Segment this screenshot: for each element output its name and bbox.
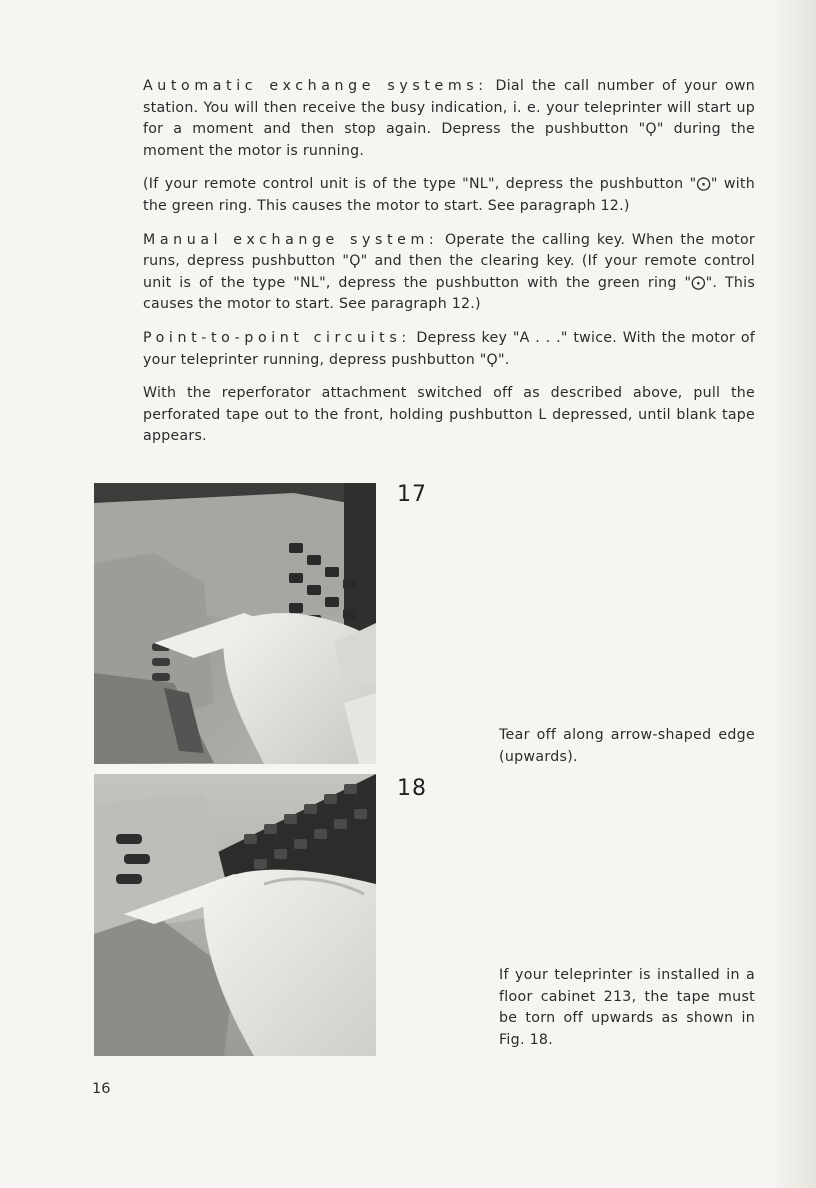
paragraph-remote-control-note: (If your remote control unit is of the type "NL", depress the pushbutton "⨀" with the green ring. This causes the motor to start. See paragraph 12.) xyxy=(143,176,755,214)
figure-18-caption: If your teleprinter is installed in a floor cabinet 213, the tape must be torn off upwards as shown in Fig. 18. xyxy=(499,967,755,1048)
page-edge-shadow xyxy=(770,0,816,1188)
paragraph-point-to-point xyxy=(143,328,755,371)
paragraph-automatic-exchange xyxy=(143,76,755,162)
paragraph-text: Operate the calling key. When the motor runs, depress pushbutton "Ϙ" and then the clearing key. (If your remote control unit is of the type "NL", depress the pushbutton with the green ring "⨀". This causes the motor to start. See paragraph 12.) xyxy=(143,231,755,313)
figure-18-photo xyxy=(94,774,376,1056)
body-text xyxy=(143,76,755,460)
term-automatic-exchange: Automatic exchange systems: xyxy=(143,78,488,94)
paragraph-text: Dial the call number of your own station. You will then receive the busy indication, i. e. your teleprinter will start up for a moment and then stop again. Depress the pushbutton "Ϙ" during the moment the motor is running. xyxy=(143,78,755,159)
figure-18-number: 18 xyxy=(397,776,427,801)
term-manual-exchange: Manual exchange system: xyxy=(143,231,439,248)
paragraph-reperforator: With the reperforator attachment switched off as described above, pull the perforated tape out to the front, holding pushbutton L depressed, until blank tape appears. xyxy=(143,385,755,445)
term-point-to-point: Point-to-point circuits: xyxy=(143,329,411,346)
figure-17-photo xyxy=(94,483,376,764)
paragraph-text: Depress key "A . . ." twice. With the motor of your teleprinter running, depress pushbutton "Ϙ". xyxy=(143,329,755,368)
page-number: 16 xyxy=(92,1081,111,1097)
paragraph-manual-exchange xyxy=(143,230,755,316)
figure-17-caption: Tear off along arrow-shaped edge (upwards). xyxy=(499,727,755,765)
figure-17-number: 17 xyxy=(397,482,427,507)
